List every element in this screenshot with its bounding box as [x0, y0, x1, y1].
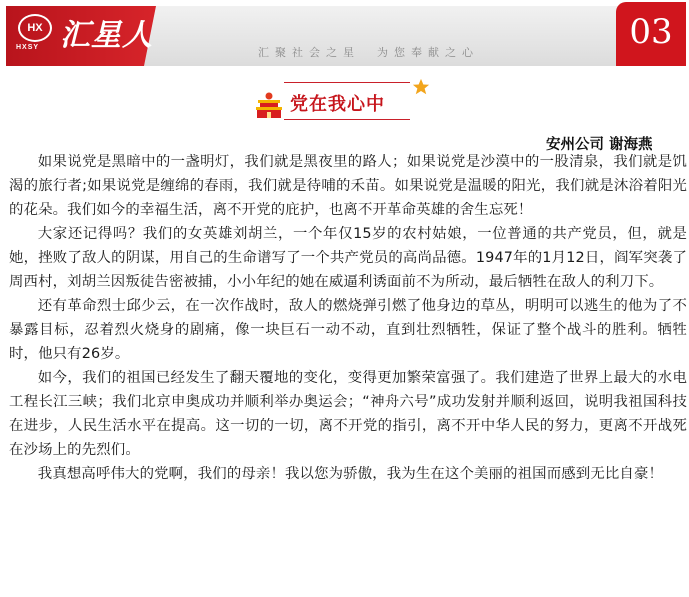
article-title: 党在我心中: [290, 94, 385, 115]
logo-icon: HX: [18, 14, 52, 42]
paragraph: 如果说党是黑暗中的一盏明灯，我们就是黑夜里的路人；如果说党是沙漠中的一股清泉，我们就是饥渴的旅行者;如果说党是缠绵的春雨，我们就是待哺的禾苗。如果说党是温暖的阳光，我们就是沐浴着阳光的花朵。我们如今的幸福生活，离不开党的庇护，也离不开革命英雄的舍生忘死！: [9, 154, 687, 218]
tiananmen-icon: [254, 90, 284, 120]
brand-name: 汇星人: [60, 18, 153, 53]
page-number: 03: [629, 12, 673, 52]
article-author: 安州公司 谢海燕: [546, 137, 653, 153]
article-body: [9, 150, 687, 486]
paragraph: 还有革命烈士邱少云，在一次作战时，敌人的燃烧弹引燃了他身边的草丛，明明可以逃生的他为了不暴露目标，忍着烈火烧身的剧痛，像一块巨石一动不动，直到壮烈牺牲，保证了整个战斗的胜利。牺牲时，他只有26岁。: [9, 298, 687, 362]
logo-subtext: HXSY: [16, 44, 40, 51]
header-slogan: 汇聚社会之星 为您奉献之心: [258, 46, 479, 59]
star-icon: [412, 78, 430, 96]
article-title-block: [254, 82, 434, 122]
paragraph: 大家还记得吗？我们的女英雄刘胡兰，一个年仅15岁的农村姑娘，一位普通的共产党员，但，就是她，挫败了敌人的阴谋，用自己的生命谱写了一个共产党员的高尚品德。1947年的1月12日，阎军突袭了周西村，刘胡兰因叛徒告密被捕，小小年纪的她在威逼利诱面前不为所动，最后牺牲在敌人的利刀下。: [9, 226, 687, 290]
paragraph: 如今，我们的祖国已经发生了翻天覆地的变化，变得更加繁荣富强了。我们建造了世界上最大的水电工程长江三峡；我们北京申奥成功并顺利举办奥运会；“神舟六号”成功发射并顺利返回，说明我祖国科技在进步，人民生活水平在提高。这一切的一切，离不开党的指引，离不开中华人民的努力，更离不开战死在沙场上的先烈们。: [9, 370, 687, 458]
paragraph: 我真想高呼伟大的党啊，我们的母亲！我以您为骄傲，我为生在这个美丽的祖国而感到无比自豪！: [37, 466, 664, 482]
page-header: [0, 0, 689, 72]
